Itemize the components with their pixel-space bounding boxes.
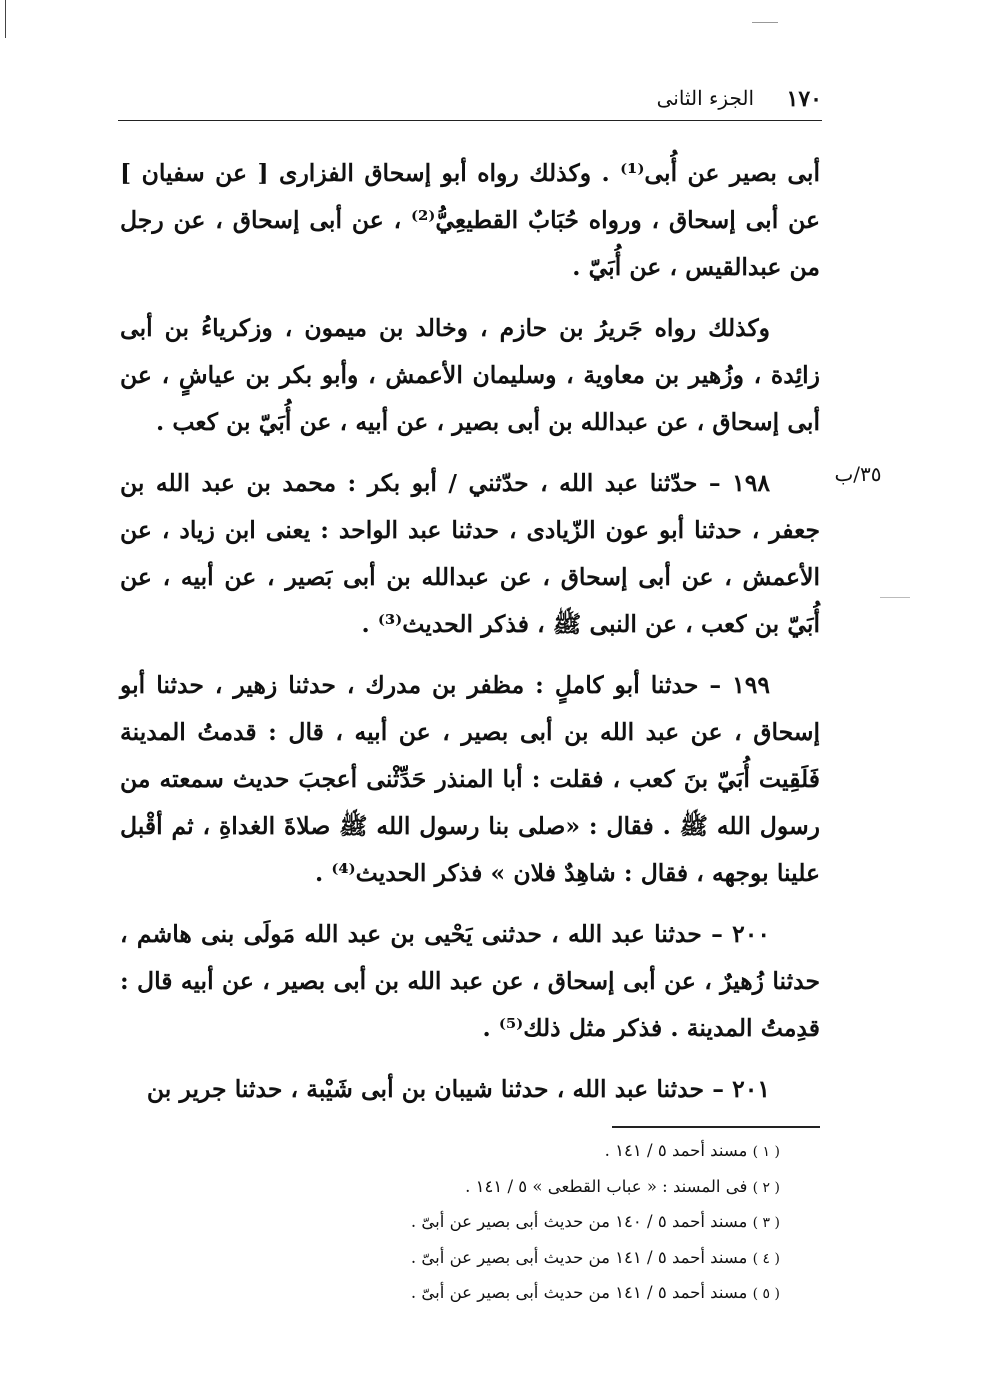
- footnote-separator: [612, 1126, 820, 1128]
- footnote-number: ( ٣ ): [752, 1215, 780, 1231]
- footnote-4: [300, 1241, 780, 1277]
- paragraph-2: وكذلك رواه جَريرُ بن حازم ، وخالد بن ميمون ، وزكرياءُ بن أبى زائِدة ، وزُهير بن معاوية ، وسليمان الأعمش ، وأبو بكر بن عياشٍ ، عن أبى إسحاق ، عن عبدالله بن أبى بصير ، عن أبيه ، عن أُبَيّ بن كعب .: [120, 314, 820, 436]
- manuscript-folio-note: ٣٥/ب: [834, 462, 882, 486]
- footnote-2: [300, 1170, 780, 1206]
- part-title: الجزء الثانى: [656, 86, 754, 110]
- hadith-200: ٢٠٠ – حدثنا عبد الله ، حدثنى يَحْيى بن عبد الله مَولَى بنى هاشم ، حدثنا زُهيرٌ ، عن أبى إسحاق ، عن عبد الله بن أبى بصير ، عن أبيه قال : قدِمتُ المدينة . فذكر مثل ذلك⁽⁵⁾ .: [120, 920, 820, 1042]
- footnote-number: ( ٥ ): [752, 1286, 780, 1302]
- footnote-3: [300, 1205, 780, 1241]
- hadith-201: ٢٠١ – حدثنا عبد الله ، حدثنا شيبان بن أبى شَيْبة ، حدثنا جرير بن: [146, 1075, 770, 1103]
- page-header: [118, 78, 822, 121]
- footnotes: [300, 1134, 780, 1312]
- footnote-text: مسند أحمد ٥ / ١٤١ من حديث أبى بصير عن أبىّ .: [410, 1247, 748, 1267]
- scan-edge-line: [5, 0, 6, 38]
- footnote-text: مسند أحمد ٥ / ١٤١ من حديث أبى بصير عن أبىّ .: [410, 1283, 748, 1302]
- footnote-number: ( ٢ ): [752, 1179, 780, 1196]
- footnote-number: ( ٤ ): [752, 1250, 780, 1267]
- hadith-199: ١٩٩ – حدثنا أبو كاملٍ : مظفر بن مدرك ، حدثنا زهير ، حدثنا أبو إسحاق ، عن عبد الله بن أبى بصير ، عن أبيه ، قال : قدمتُ المدينة فَلَقِيت أُبَيّ بنَ كعب ، فقلت : أبا المنذر حَدِّثْنى أعجبَ حديث سمعته من رسول الله ﷺ . فقال : «صلى بنا رسول الله ﷺ صلاةَ الغداةِ ، ثم أقْبل علينا بوجهه ، فقال : شاهِدٌ فلان » فذكر الحديث⁽⁴⁾ .: [120, 671, 820, 887]
- margin-tick-mark: [880, 597, 910, 598]
- footnote-5: [300, 1276, 780, 1312]
- paragraph-1: أبى بصير عن أُبى⁽¹⁾ . وكذلك رواه أبو إسحاق الفزارى [ عن سفيان ] عن أبى إسحاق ، ورواه حُبَابٌ القطيعِيُّ⁽²⁾ ، عن أبى إسحاق ، عن رجل من عبدالقيس ، عن أُبَيّ .: [120, 159, 820, 281]
- hadith-198: ١٩٨ – حدّثنا عبد الله ، حدّثني / أبو بكر : محمد بن عبد الله بن جعفر ، حدثنا أبو عون الزّيادى ، حدثنا عبد الواحد : يعنى ابن زياد ، عن الأعمش ، عن أبى إسحاق ، عن عبدالله بن أبى بَصير ، عن أبيه ، عن أُبَيّ بن كعب ، عن النبى ﷺ ، فذكر الحديث⁽³⁾ .: [120, 469, 820, 638]
- scan-corner-mark: [752, 22, 778, 23]
- footnote-text: فى المسند : « عباب القطعى » ٥ / ١٤١ .: [465, 1176, 748, 1196]
- footnote-number: ( ١ ): [752, 1144, 780, 1160]
- main-text: [120, 150, 820, 1127]
- footnote-text: مسند أحمد ٥ / ١٤٠ من حديث أبى بصير عن أبىّ .: [410, 1212, 748, 1231]
- page-number: ١٧٠: [786, 86, 822, 112]
- footnote-1: [300, 1134, 780, 1170]
- footnote-text: مسند أحمد ٥ / ١٤١ .: [604, 1141, 748, 1160]
